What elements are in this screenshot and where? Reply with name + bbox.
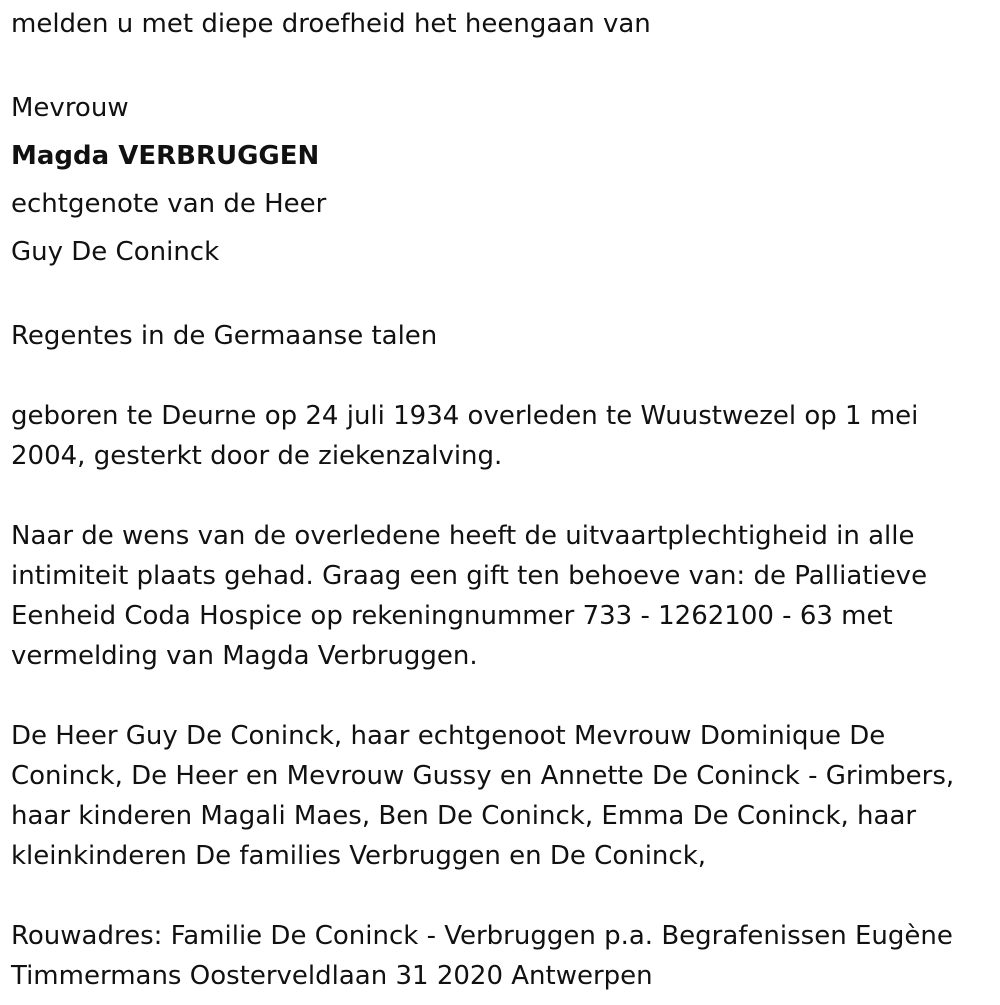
funeral-line: vermelding van Magda Verbruggen.: [11, 641, 478, 671]
spouse-relation: echtgenote van de Heer: [11, 189, 327, 219]
funeral-line: Eenheid Coda Hospice op rekeningnummer 733 - 1262100 - 63 met: [11, 601, 893, 631]
funeral-line: intimiteit plaats gehad. Graag een gift ten behoeve van: de Palliatieve: [11, 561, 928, 591]
funeral-line: Naar de wens van de overledene heeft de uitvaartplechtigheid in alle: [11, 521, 915, 551]
spacer: [11, 476, 986, 516]
salutation: Mevrouw: [11, 93, 129, 123]
family-line: kleinkinderen De families Verbruggen en De Coninck,: [11, 841, 707, 871]
deceased-name: Magda VERBRUGGEN: [11, 141, 320, 171]
family-line: Coninck, De Heer en Mevrouw Gussy en Annette De Coninck - Grimbers,: [11, 761, 955, 791]
spacer: [11, 356, 986, 396]
obituary-notice: [11, 4, 986, 996]
spacer: [11, 876, 986, 916]
spacer: [11, 276, 986, 316]
intro-text: melden u met diepe droefheid het heengaan van: [11, 9, 651, 39]
spouse-name: Guy De Coninck: [11, 237, 220, 267]
spacer: [11, 44, 986, 84]
birth-death-line: geboren te Deurne op 24 juli 1934 overleden te Wuustwezel op 1 mei: [11, 401, 919, 431]
address-line: Timmermans Oosterveldlaan 31 2020 Antwerpen: [11, 961, 653, 991]
spacer: [11, 676, 986, 716]
address-line: Rouwadres: Familie De Coninck - Verbruggen p.a. Begrafenissen Eugène: [11, 921, 953, 951]
family-line: haar kinderen Magali Maes, Ben De Coninck, Emma De Coninck, haar: [11, 801, 917, 831]
profession: Regentes in de Germaanse talen: [11, 321, 438, 351]
birth-death-line: 2004, gesterkt door de ziekenzalving.: [11, 441, 503, 471]
family-line: De Heer Guy De Coninck, haar echtgenoot Mevrouw Dominique De: [11, 721, 886, 751]
